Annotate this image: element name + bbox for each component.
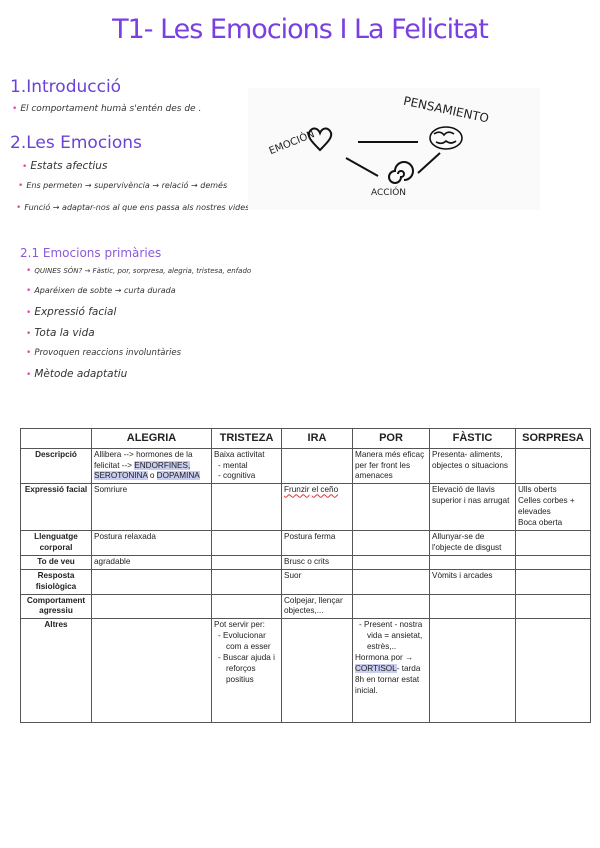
table-row [21, 530, 591, 555]
row-label: Resposta fisiològica [21, 569, 92, 594]
table-cell: Allibera --> hormones de la felicitat --> ENDORFINES, SEROTONINA o DOPAMINA [92, 448, 212, 484]
row-label: To de veu [21, 555, 92, 569]
table-cell: Somriure [92, 484, 212, 531]
table-cell [353, 569, 430, 594]
table-header-cell: SORPRESA [516, 429, 591, 449]
table-cell: Allunyar-se de l'objecte de disgust [430, 530, 516, 555]
table-cell [516, 619, 591, 723]
section-2-note: • Ens permeten → supervivència → relació → demés [18, 181, 228, 191]
table-cell: Ulls oberts Celles corbes + elevades Boca oberta [516, 484, 591, 531]
table-cell: agradable [92, 555, 212, 569]
table-row [21, 619, 591, 723]
emocion-label: EMOCIÓN [267, 128, 317, 158]
row-label: Descripció [21, 448, 92, 484]
table-header-cell: ALEGRIA [92, 429, 212, 449]
table-row [21, 448, 591, 484]
pensamiento-label: PENSAMIENTO [402, 93, 491, 126]
page-title: T1- Les Emocions I La Felicitat [112, 14, 488, 45]
table-cell [516, 555, 591, 569]
table-cell: Pot servir per: - Evolucionar com a esser - Buscar ajuda i reforços positius [212, 619, 282, 723]
table-cell: Baixa activitat - mental - cognitiva [212, 448, 282, 484]
section-2-1-note: • Provoquen reaccions involuntàries [26, 348, 181, 358]
table-cell [212, 555, 282, 569]
table-cell [430, 555, 516, 569]
table-row [21, 594, 591, 619]
table-cell [92, 619, 212, 723]
table-row [21, 569, 591, 594]
table-cell: Colpejar, llençar objectes,... [282, 594, 353, 619]
accion-label: ACCIÓN [371, 188, 407, 198]
table-cell: Presenta- aliments, objectes o situacions [430, 448, 516, 484]
table-header-cell: IRA [282, 429, 353, 449]
row-label: Comportament agressiu [21, 594, 92, 619]
section-2-1-heading: 2.1 Emocions primàries [20, 246, 162, 260]
section-2-1-note: • Aparéixen de sobte → curta durada [26, 286, 176, 296]
emotion-thought-action-diagram [248, 88, 540, 210]
table-header-cell [21, 429, 92, 449]
row-label: Altres [21, 619, 92, 723]
table-row [21, 555, 591, 569]
table-header-cell: POR [353, 429, 430, 449]
table-cell [516, 448, 591, 484]
section-2-heading: 2.Les Emocions [10, 133, 142, 153]
section-2-1-note: • QUINES SÓN? → Fàstic, por, sorpresa, alegria, tristesa, enfado [26, 266, 252, 276]
table-cell [516, 594, 591, 619]
table-cell [212, 484, 282, 531]
spiral-icon [389, 162, 413, 183]
table-header-cell: FÀSTIC [430, 429, 516, 449]
table-cell: Suor [282, 569, 353, 594]
table-header-cell: TRISTEZA [212, 429, 282, 449]
table-cell [430, 619, 516, 723]
table-cell [353, 484, 430, 531]
table-cell: Manera més eficaç per fer front les amenaces [353, 448, 430, 484]
table-cell: Frunzir el ceño [282, 484, 353, 531]
table-cell: Brusc o crits [282, 555, 353, 569]
table-cell [353, 555, 430, 569]
row-label: Llenguatge corporal [21, 530, 92, 555]
section-2-note: • Funció → adaptar-nos al que ens passa als nostres vides [16, 203, 250, 213]
table-cell [92, 594, 212, 619]
table-cell [516, 530, 591, 555]
brain-icon [430, 127, 462, 149]
table-cell [92, 569, 212, 594]
table-cell: Elevació de llavis superior i nas arrugat [430, 484, 516, 531]
row-label: Expressió facial [21, 484, 92, 531]
table-cell [516, 569, 591, 594]
section-2-1-note: • Mètode adaptatiu [26, 368, 128, 380]
section-1-heading: 1.Introducció [10, 77, 122, 97]
table-cell [212, 594, 282, 619]
table-header-row [21, 429, 591, 449]
table-cell [212, 530, 282, 555]
table-cell [282, 619, 353, 723]
table-cell: Vòmits i arcades [430, 569, 516, 594]
table-cell [212, 569, 282, 594]
section-2-1-note: • Tota la vida [26, 327, 95, 339]
emotions-table [20, 428, 591, 723]
connector-line [346, 158, 378, 176]
section-1-note: • El comportament humà s'entén des de . [12, 104, 202, 114]
section-2-1-note: • Expressió facial [26, 306, 117, 318]
table-cell [430, 594, 516, 619]
table-cell [353, 530, 430, 555]
connector-line [418, 153, 440, 173]
table-row [21, 484, 591, 531]
table-cell [353, 594, 430, 619]
section-2-note: • Estats afectius [22, 160, 108, 172]
table-cell: Postura relaxada [92, 530, 212, 555]
table-cell [282, 448, 353, 484]
table-cell: Postura ferma [282, 530, 353, 555]
table-cell: - Present - nostra vida = ansietat, estrès,.. Hormona por → CORTISOL- tarda 8h en tornar estat inicial. [353, 619, 430, 723]
